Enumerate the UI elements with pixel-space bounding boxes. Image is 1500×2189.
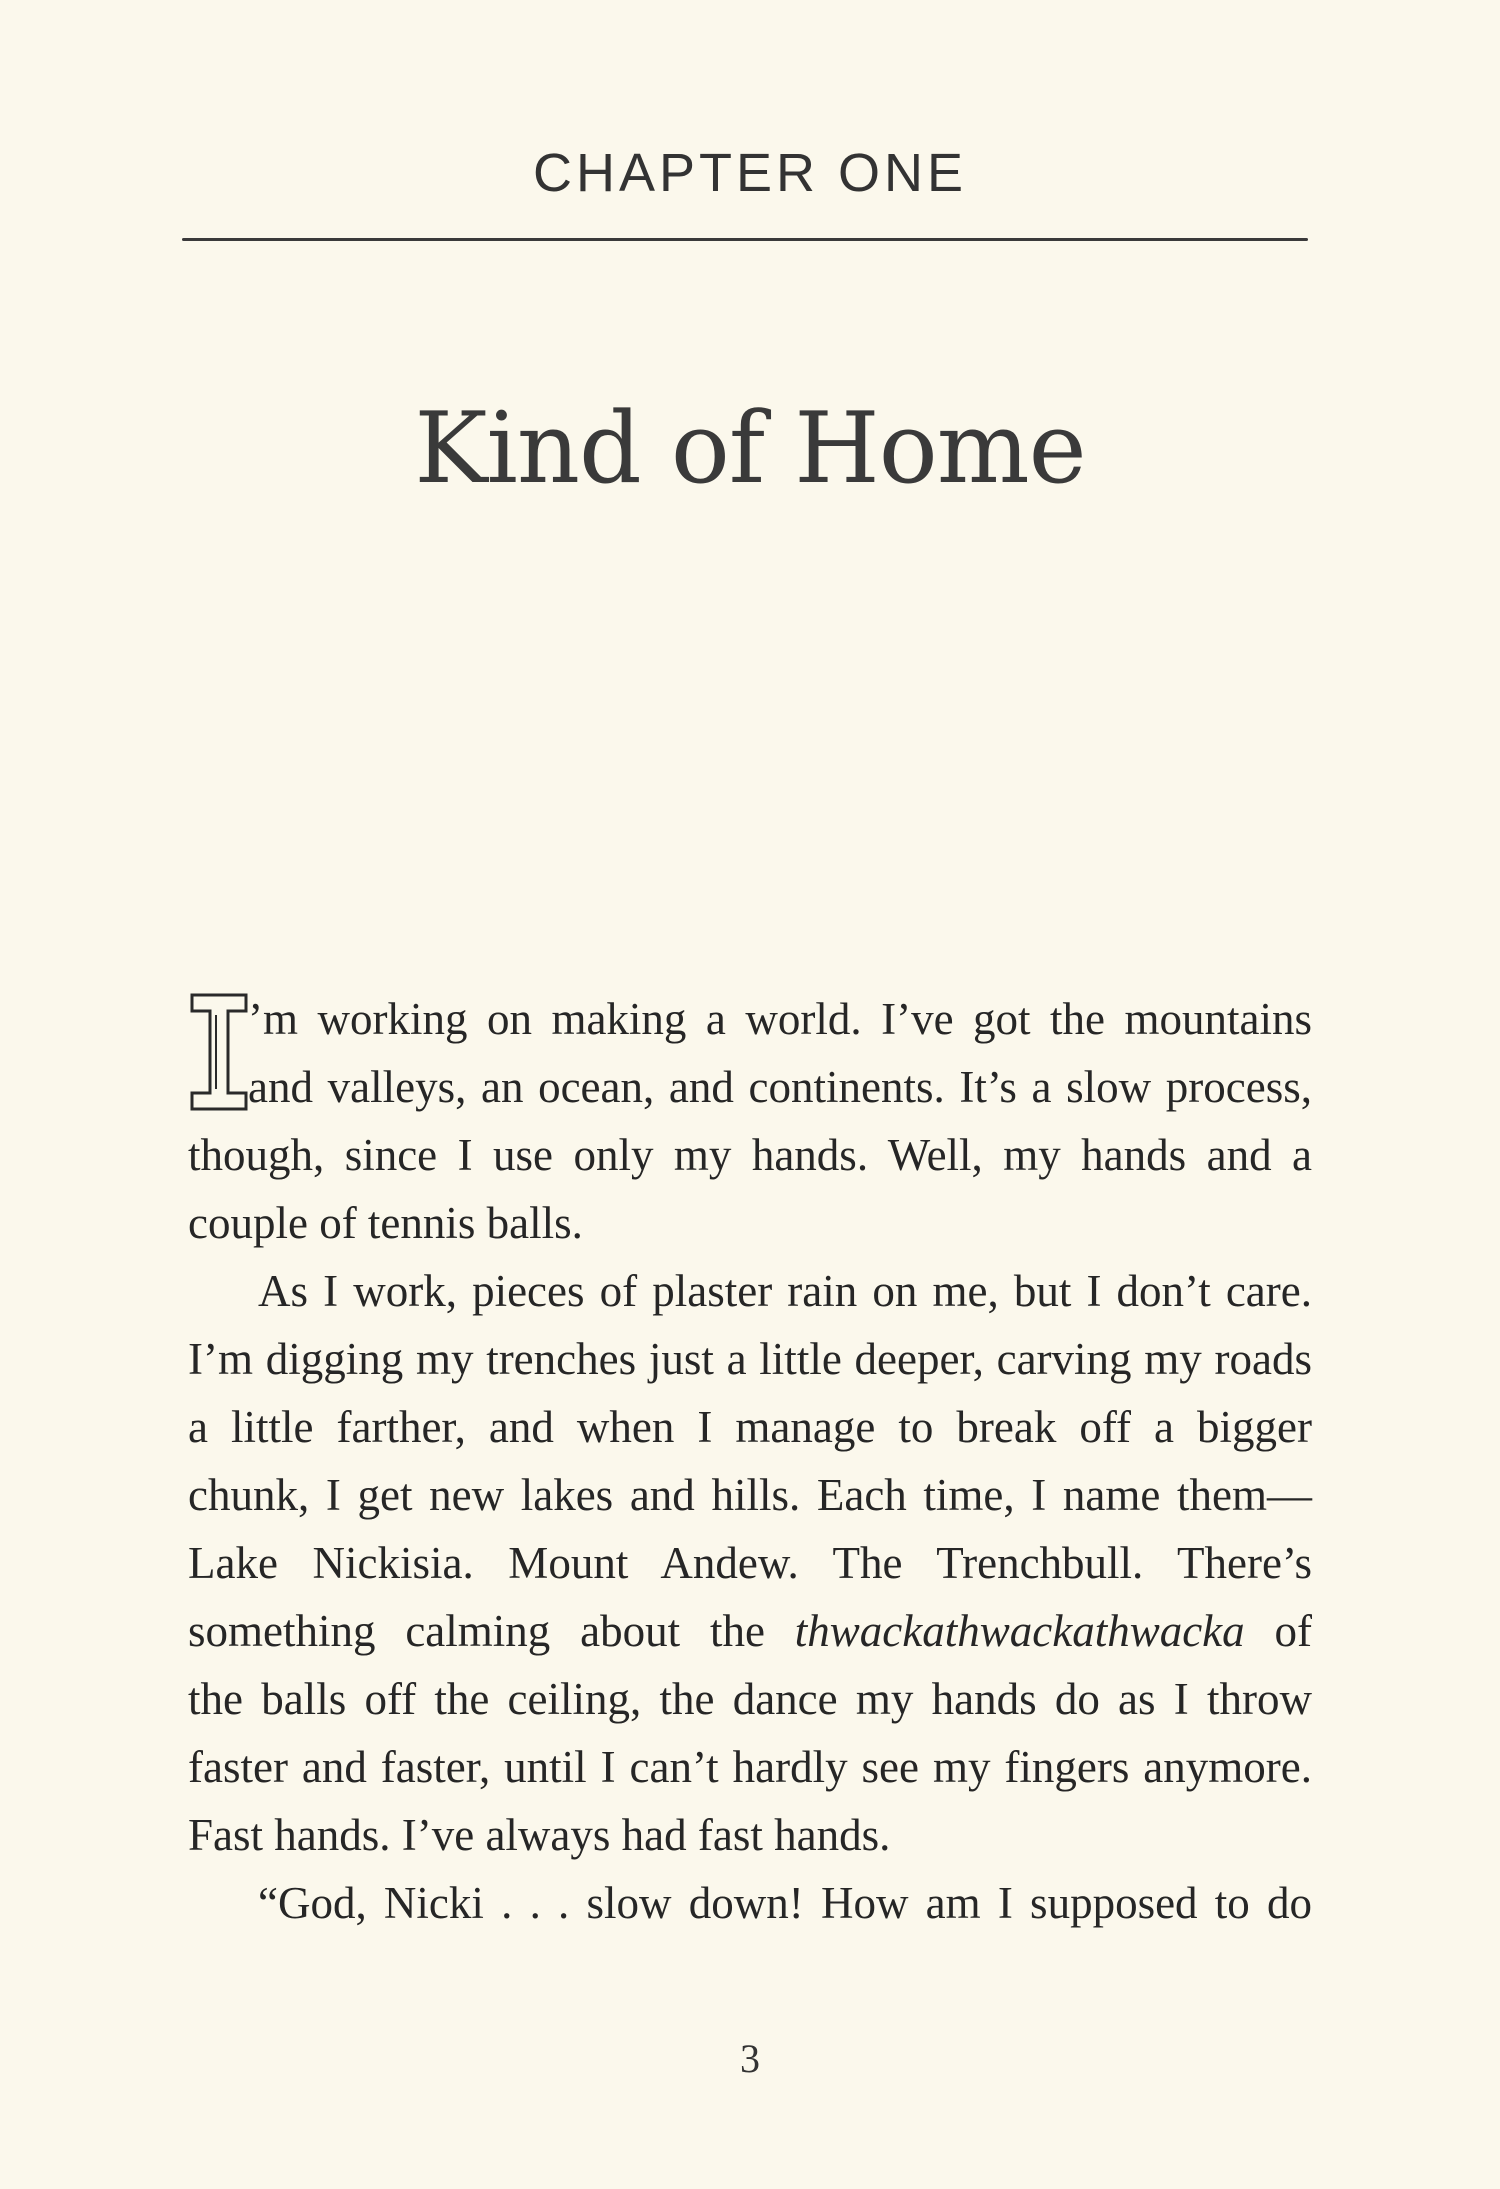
page-number: 3 <box>740 2036 760 2081</box>
text-line: and valleys, an ocean, and continents. It’s a slow process, <box>248 1062 1312 1112</box>
first-paragraph <box>188 985 1312 1257</box>
body-text <box>188 985 1312 1937</box>
italic-onomatopoeia: thwackathwackathwacka <box>794 1606 1245 1656</box>
text-line: couple of tennis balls. <box>188 1198 583 1248</box>
svg-text:I: I <box>218 1068 220 1070</box>
text-line: I’m digging my trenches just a little deeper, carving my roads <box>188 1334 1312 1384</box>
text-line: a little farther, and when I manage to break off a bigger <box>188 1402 1312 1452</box>
drop-cap <box>188 989 250 1115</box>
chapter-title: Kind of Home <box>414 392 1086 506</box>
chapter-label: CHAPTER ONE <box>532 143 968 203</box>
text-segment: of <box>1244 1606 1312 1656</box>
text-line-mixed <box>188 1597 1312 1665</box>
text-line: As I work, pieces of plaster rain on me, but I don’t care. <box>258 1266 1312 1316</box>
text-line: chunk, I get new lakes and hills. Each time, I name them— <box>188 1470 1312 1520</box>
text-line: “God, Nicki . . . slow down! How am I supposed to do <box>258 1878 1312 1928</box>
text-line: the balls off the ceiling, the dance my hands do as I throw <box>188 1674 1312 1724</box>
text-line: though, since I use only my hands. Well, my hands and a <box>188 1130 1312 1180</box>
text-segment: something calming about the <box>188 1606 795 1656</box>
text-line: Lake Nickisia. Mount Andew. The Trenchbull. There’s <box>188 1538 1312 1588</box>
text-line: faster and faster, until I can’t hardly see my fingers anymore. <box>188 1742 1312 1792</box>
chapter-rule <box>182 238 1308 241</box>
text-line: Fast hands. I’ve always had fast hands. <box>188 1810 891 1860</box>
text-line: ’m working on making a world. I’ve got the mountains <box>248 994 1312 1044</box>
